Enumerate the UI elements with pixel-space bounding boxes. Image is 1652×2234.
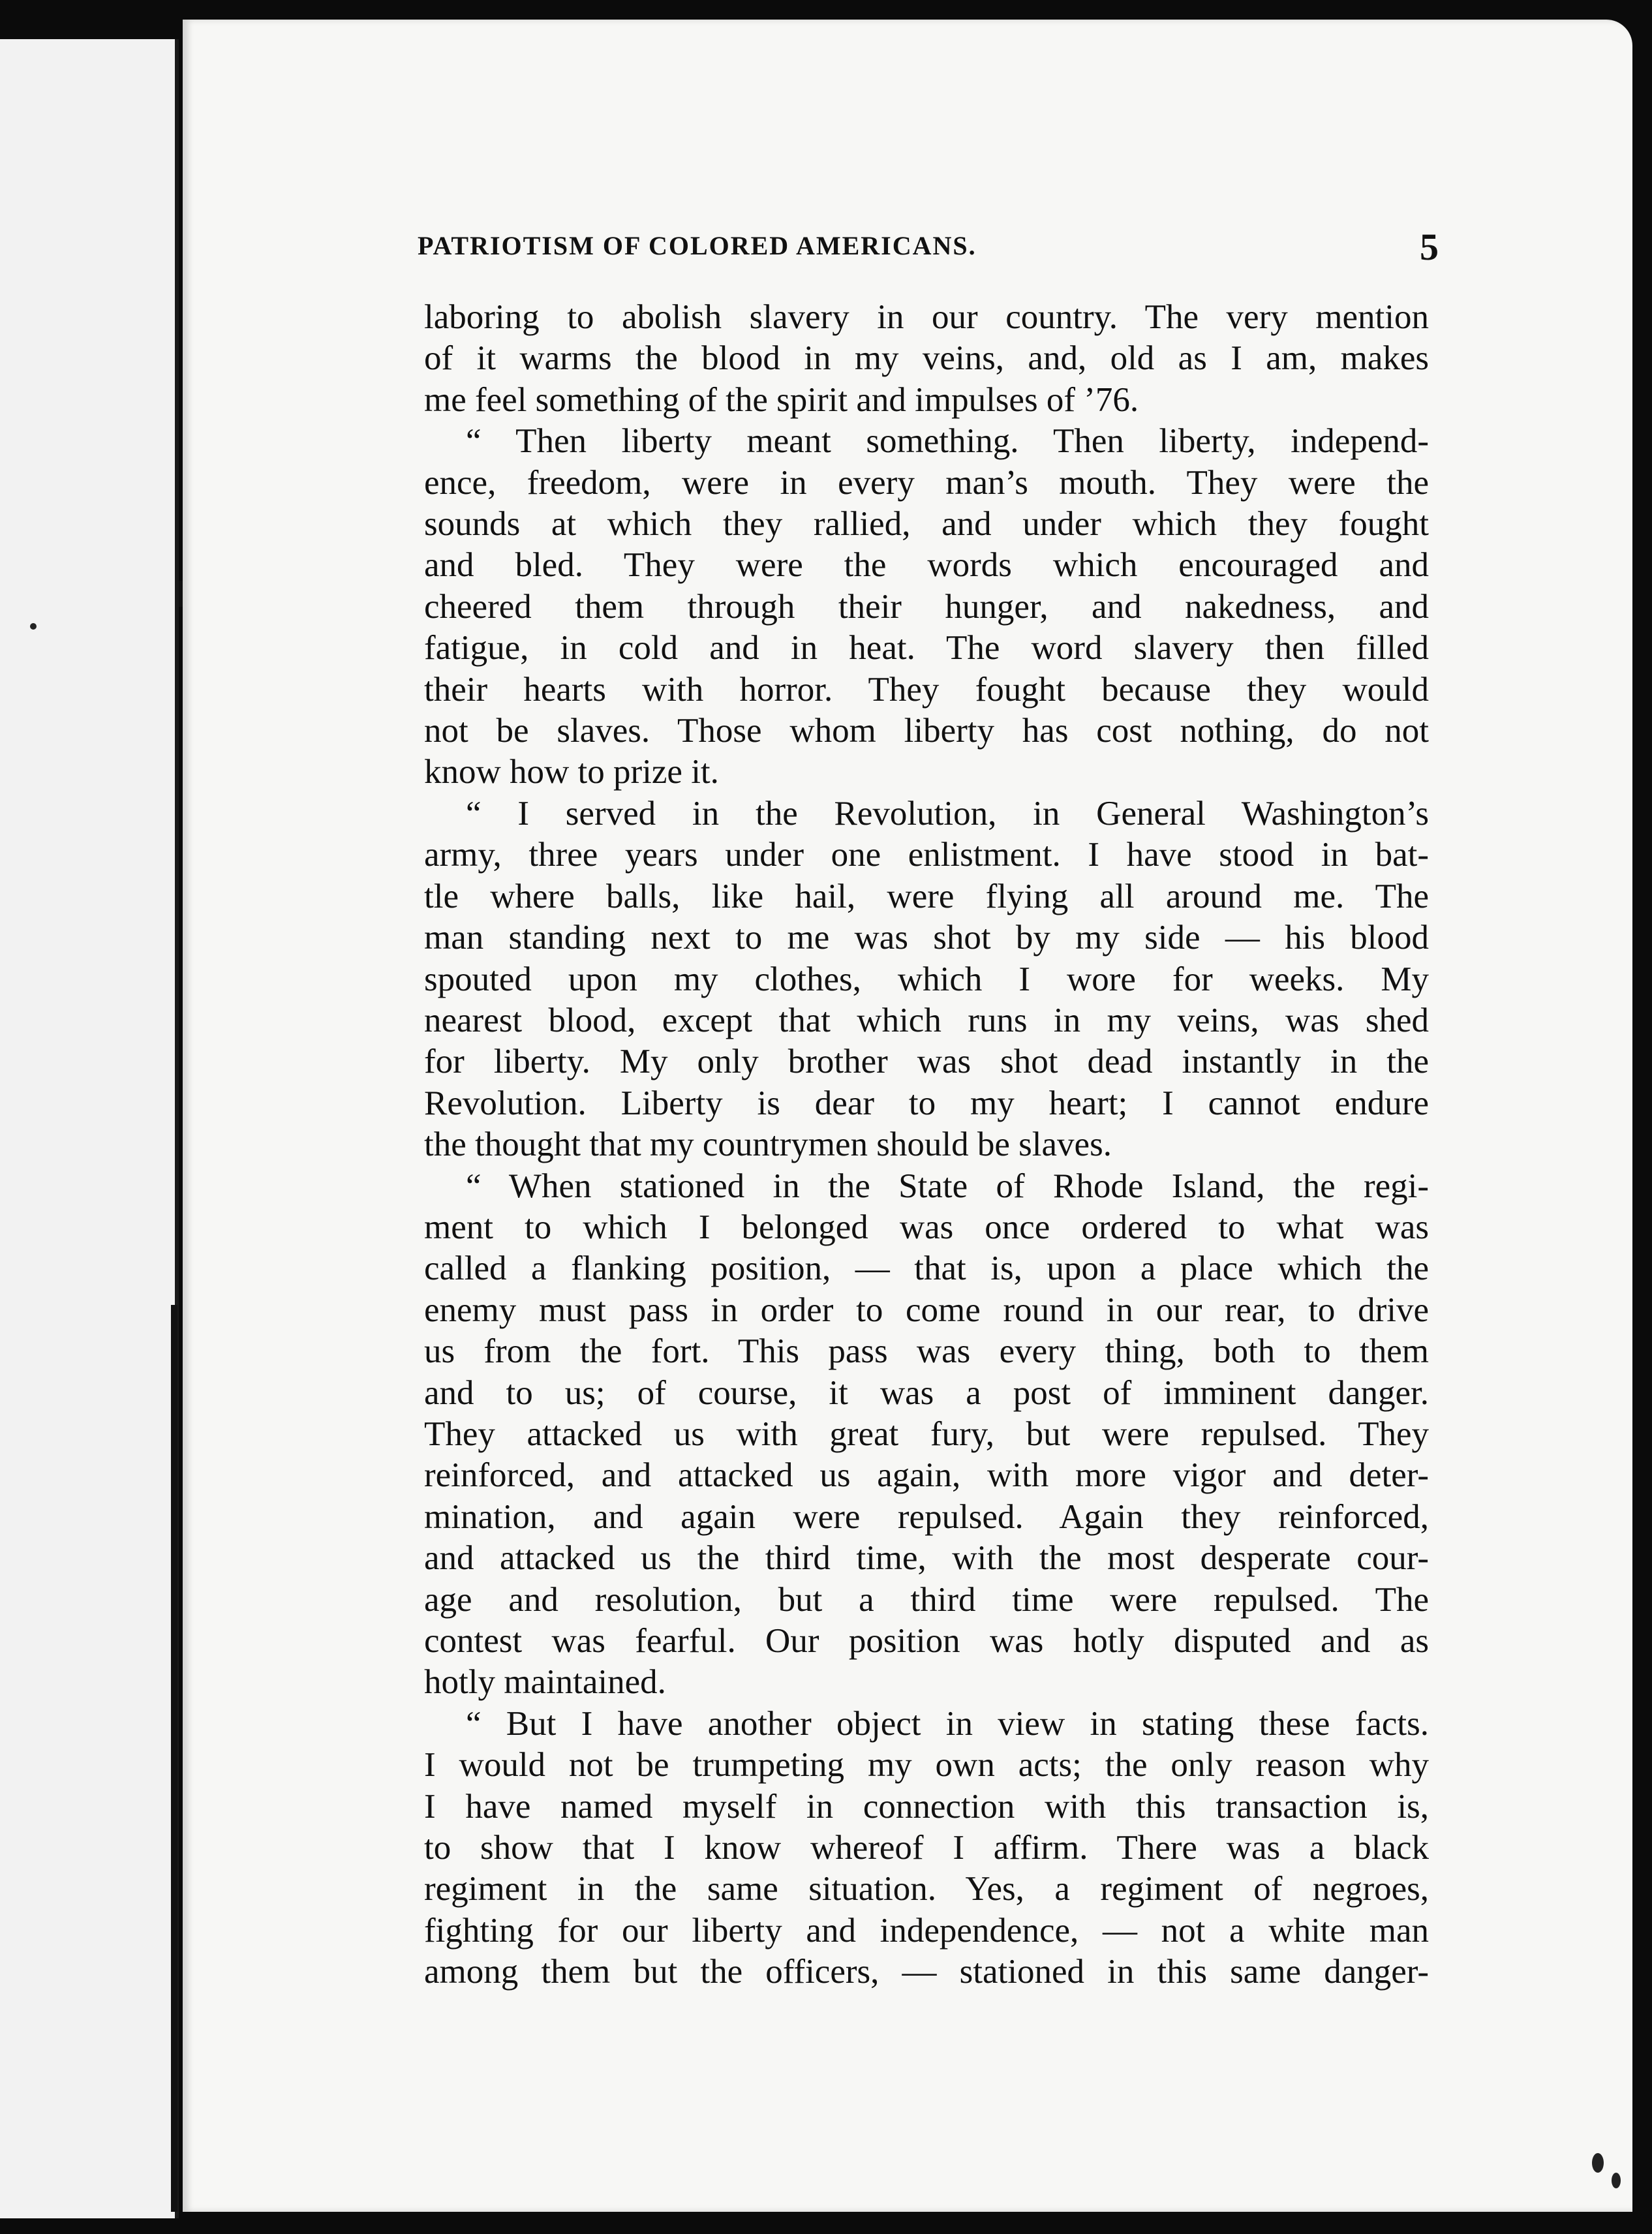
text-line: know how to prize it. <box>424 753 719 791</box>
text-line: me feel something of the spirit and impulses of ’76. <box>424 380 1139 419</box>
text-line: I would not be trumpeting my own acts; the only reason why <box>424 1746 1429 1784</box>
text-line: ment to which I belonged was once ordered to what was <box>424 1208 1429 1246</box>
text-line: their hearts with horror. They fought because they would <box>424 670 1429 709</box>
text-line: and attacked us the third time, with the most desperate cour- <box>424 1539 1429 1578</box>
running-head <box>418 225 1439 271</box>
text-line: mination, and again were repulsed. Again they reinforced, <box>424 1497 1429 1536</box>
text-line: of it warms the blood in my veins, and, old as I am, makes <box>424 339 1429 378</box>
text-line: the thought that my countrymen should be slaves. <box>424 1125 1112 1164</box>
text-line: “ I served in the Revolution, in General Washington’s <box>466 794 1429 833</box>
text-line: fighting for our liberty and independence, — not a white man <box>424 1911 1429 1950</box>
text-line: man standing next to me was shot by my side — his blood <box>424 919 1429 957</box>
text-line: laboring to abolish slavery in our country. The very mention <box>424 298 1429 336</box>
text-line: “ When stationed in the State of Rhode Island, the regi- <box>466 1167 1429 1205</box>
text-line: to show that I know whereof I affirm. There was a black <box>424 1829 1429 1867</box>
text-line: among them but the officers, — stationed in this same danger- <box>424 1953 1429 1991</box>
text-line: called a flanking position, — that is, upon a place which the <box>424 1249 1429 1288</box>
running-title: PATRIOTISM OF COLORED AMERICANS. <box>418 231 977 260</box>
text-line: army, three years under one enlistment. I have stood in bat- <box>424 836 1429 874</box>
text-line: cheered them through their hunger, and nakedness, and <box>424 587 1429 626</box>
text-line: fatigue, in cold and in heat. The word slavery then filled <box>424 629 1429 667</box>
text-line: regiment in the same situation. Yes, a regiment of negroes, <box>424 1870 1429 1908</box>
text-line: and to us; of course, it was a post of imminent danger. <box>424 1373 1429 1412</box>
text-line: reinforced, and attacked us again, with more vigor and deter- <box>424 1456 1429 1495</box>
text-line: tle where balls, like hail, were flying all around me. The <box>424 877 1429 915</box>
text-line: age and resolution, but a third time were repulsed. The <box>424 1580 1429 1619</box>
scan-speck <box>1592 2153 1604 2173</box>
text-line: enemy must pass in order to come round in our rear, to drive <box>424 1291 1429 1329</box>
text-line: “ But I have another object in view in stating these facts. <box>466 1704 1429 1743</box>
text-line: I have named myself in connection with this transaction is, <box>424 1787 1429 1826</box>
text-line: hotly maintained. <box>424 1663 666 1702</box>
text-line: spouted upon my clothes, which I wore for weeks. My <box>424 960 1429 998</box>
page-number: 5 <box>1420 226 1439 268</box>
text-line: They attacked us with great fury, but were repulsed. They <box>424 1415 1429 1453</box>
text-line: Revolution. Liberty is dear to my heart; I cannot endure <box>424 1084 1429 1122</box>
text-line: not be slaves. Those whom liberty has cost nothing, do not <box>424 712 1429 750</box>
scan-speck <box>1612 2173 1621 2188</box>
left-page-speck <box>30 623 37 630</box>
body-text <box>424 297 1429 1993</box>
text-line: “ Then liberty meant something. Then liberty, independ- <box>466 422 1429 461</box>
text-line: for liberty. My only brother was shot dead instantly in the <box>424 1043 1429 1081</box>
gutter-mark-lower <box>171 1305 177 2212</box>
text-line: nearest blood, except that which runs in my veins, was shed <box>424 1001 1429 1039</box>
text-line: contest was fearful. Our position was hotly disputed and as <box>424 1622 1429 1660</box>
left-page-edge <box>0 39 179 2218</box>
text-line: sounds at which they rallied, and under which they fought <box>424 505 1429 543</box>
text-line: and bled. They were the words which encouraged and <box>424 546 1429 585</box>
text-line: us from the fort. This pass was every thing, both to them <box>424 1332 1429 1371</box>
text-line: ence, freedom, were in every man’s mouth. They were the <box>424 463 1429 502</box>
